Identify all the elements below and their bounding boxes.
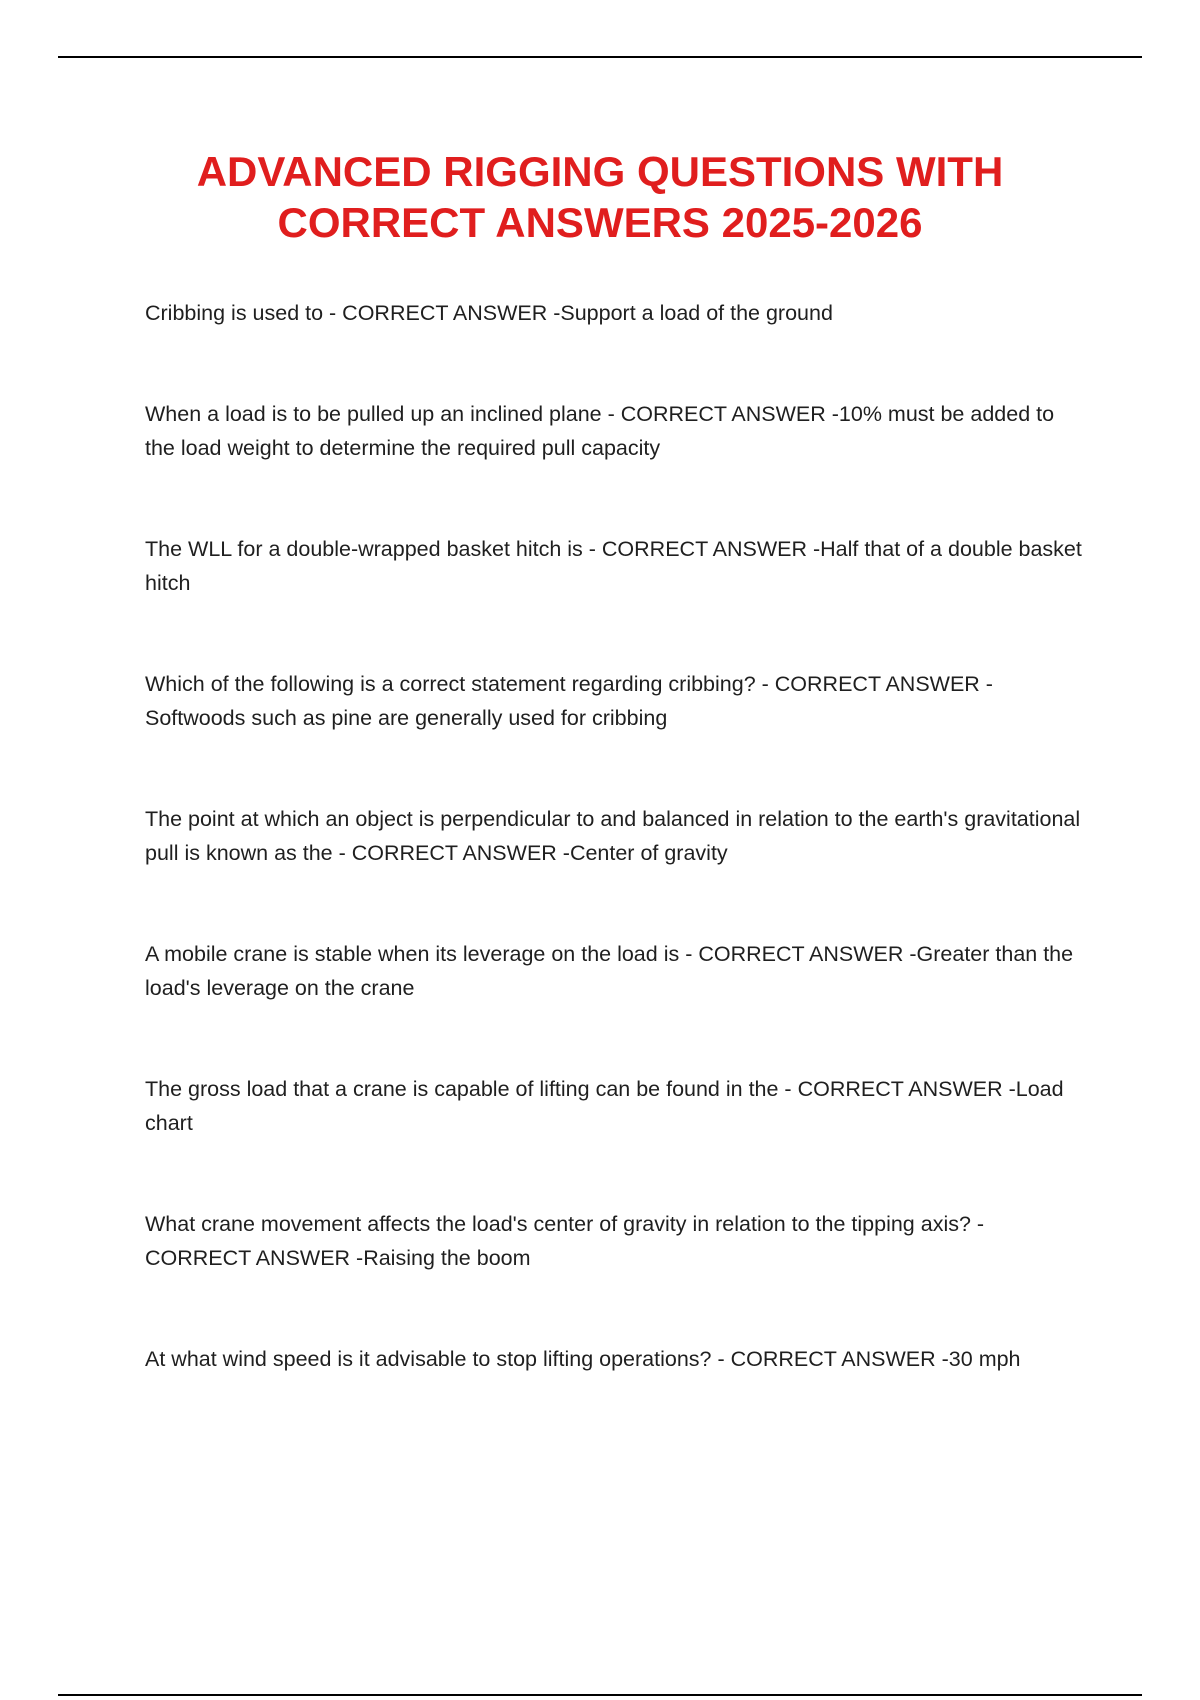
qa-item: A mobile crane is stable when its leverage on the load is - CORRECT ANSWER -Greater than the load's leverage on the crane xyxy=(145,942,1074,1000)
document-title xyxy=(100,146,1100,248)
qa-item: Cribbing is used to - CORRECT ANSWER -Support a load of the ground xyxy=(145,301,833,325)
qa-list xyxy=(145,296,1085,1443)
qa-item: The gross load that a crane is capable of lifting can be found in the - CORRECT ANSWER -Load chart xyxy=(145,1077,1064,1135)
title-line-2: CORRECT ANSWERS 2025-2026 xyxy=(277,199,923,246)
footer-rule xyxy=(58,1694,1142,1696)
header-rule xyxy=(58,56,1142,58)
qa-item: When a load is to be pulled up an inclined plane - CORRECT ANSWER -10% must be added to the load weight to determine the required pull capacity xyxy=(145,402,1055,460)
qa-item: Which of the following is a correct statement regarding cribbing? - CORRECT ANSWER - Softwoods such as pine are generally used for cribbing xyxy=(145,672,993,730)
title-line-1: ADVANCED RIGGING QUESTIONS WITH xyxy=(196,148,1004,195)
qa-item: What crane movement affects the load's center of gravity in relation to the tipping axis? - CORRECT ANSWER -Raising the boom xyxy=(145,1212,985,1270)
qa-item: The point at which an object is perpendicular to and balanced in relation to the earth's gravitational pull is known as the - CORRECT ANSWER -Center of gravity xyxy=(145,807,1081,865)
qa-item: At what wind speed is it advisable to stop lifting operations? - CORRECT ANSWER -30 mph xyxy=(145,1347,1021,1371)
qa-item: The WLL for a double-wrapped basket hitch is - CORRECT ANSWER -Half that of a double basket hitch xyxy=(145,537,1082,595)
